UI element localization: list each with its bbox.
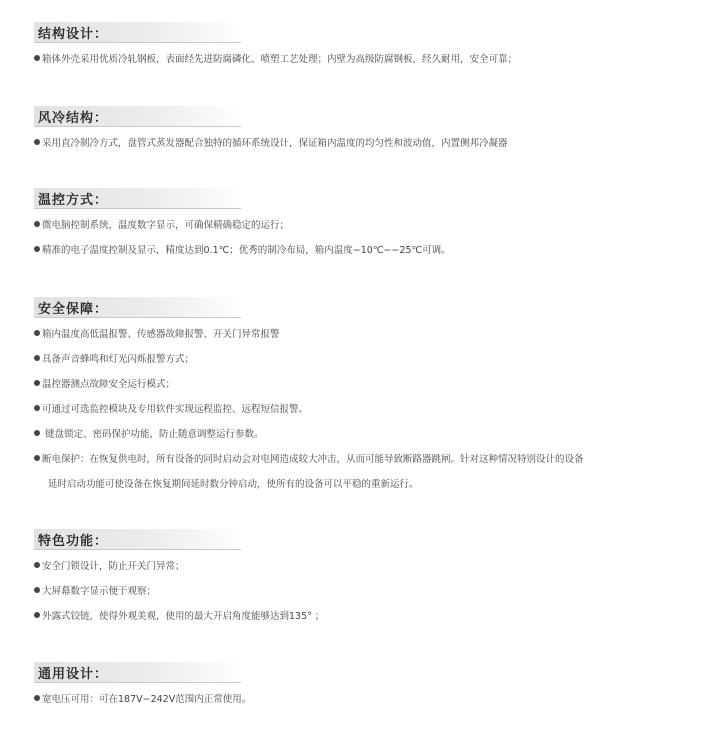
section-header	[34, 297, 241, 318]
bullet-icon	[34, 55, 40, 61]
list-item	[34, 397, 694, 422]
item-list	[34, 687, 694, 712]
item-text: 温控器测点故障安全运行模式；	[42, 379, 176, 390]
section-header	[34, 188, 241, 209]
item-text: 微电脑控制系统，温度数字显示，可确保精确稳定的运行；	[42, 220, 290, 231]
item-text: 断电保护：在恢复供电时，所有设备的同时启动会对电网造成较大冲击，从而可能导致断路器跳闸。针对这种情况特别设计的设备	[42, 454, 584, 465]
bullet-icon	[34, 430, 40, 436]
bullet-icon	[34, 405, 40, 411]
item-text: 外露式铰链，使得外观美观，使用的最大开启角度能够达到135° ；	[42, 611, 325, 622]
list-item	[34, 687, 694, 712]
bullet-icon	[34, 612, 40, 618]
section-title: 结构设计：	[38, 27, 109, 42]
item-text: 具备声音蜂鸣和灯光闪烁报警方式；	[42, 354, 195, 365]
section-header	[34, 529, 241, 550]
bullet-icon	[34, 139, 40, 145]
section-title: 温控方式：	[38, 193, 109, 208]
section-header	[34, 106, 241, 127]
item-list	[34, 322, 694, 497]
item-list	[34, 47, 694, 72]
bullet-icon	[34, 246, 40, 252]
section-cooling	[34, 106, 694, 156]
bullet-icon	[34, 455, 40, 461]
item-list	[34, 213, 694, 263]
item-text: 箱体外壳采用优质冷轧钢板，表面经先进防腐磷化、喷塑工艺处理；内壁为高级防腐钢板，经久耐用，安全可靠；	[42, 54, 518, 65]
section-header	[34, 22, 241, 43]
bullet-icon	[34, 330, 40, 336]
section-header	[34, 662, 241, 683]
list-item	[34, 347, 694, 372]
bullet-icon	[34, 380, 40, 386]
item-text: 宽电压可用：可在187V−242V范围内正常使用。	[42, 694, 252, 705]
section-structure	[34, 22, 694, 72]
list-item	[34, 579, 694, 604]
section-safety	[34, 297, 694, 497]
list-item	[34, 554, 694, 579]
bullet-icon	[34, 587, 40, 593]
item-text: 大屏幕数字显示便于观察；	[42, 586, 157, 597]
item-text: 精准的电子温度控制及显示，精度达到0.1℃；优秀的制冷布局，箱内温度−10℃−−25℃可调。	[42, 245, 451, 256]
list-item	[34, 213, 694, 238]
section-temperature-control	[34, 188, 694, 263]
item-text: 采用直冷制冷方式，盘管式蒸发器配合独特的循环系统设计，保证箱内温度的均匀性和波动值，内置侧邦冷凝器	[42, 138, 508, 149]
item-list	[34, 131, 694, 156]
list-item	[34, 372, 694, 397]
item-text: 安全门锁设计，防止开关门异常；	[42, 561, 185, 572]
item-text: 可通过可选监控模块及专用软件实现远程监控、远程短信报警。	[42, 404, 309, 415]
section-general	[34, 662, 694, 712]
item-text: 键盘锁定、密码保护功能，防止随意调整运行参数。	[42, 429, 264, 440]
bullet-icon	[34, 562, 40, 568]
section-title: 安全保障：	[38, 302, 109, 317]
bullet-icon	[34, 221, 40, 227]
item-text: 箱内温度高低温报警、传感器故障报警、开关门异常报警	[42, 329, 280, 340]
list-item	[34, 422, 694, 447]
item-text: 延时启动功能可使设备在恢复期间延时数分钟启动，使所有的设备可以平稳的重新运行。	[48, 479, 419, 490]
section-features	[34, 529, 694, 629]
section-title: 通用设计：	[38, 667, 109, 682]
bullet-icon	[34, 355, 40, 361]
list-item	[34, 604, 694, 629]
section-title: 特色功能：	[38, 534, 109, 549]
list-item	[34, 47, 694, 72]
item-list	[34, 554, 694, 629]
list-item	[34, 447, 694, 472]
list-item	[34, 238, 694, 263]
section-title: 风冷结构：	[38, 111, 109, 126]
list-item-continuation	[34, 472, 694, 497]
list-item	[34, 131, 694, 156]
list-item	[34, 322, 694, 347]
bullet-icon	[34, 695, 40, 701]
